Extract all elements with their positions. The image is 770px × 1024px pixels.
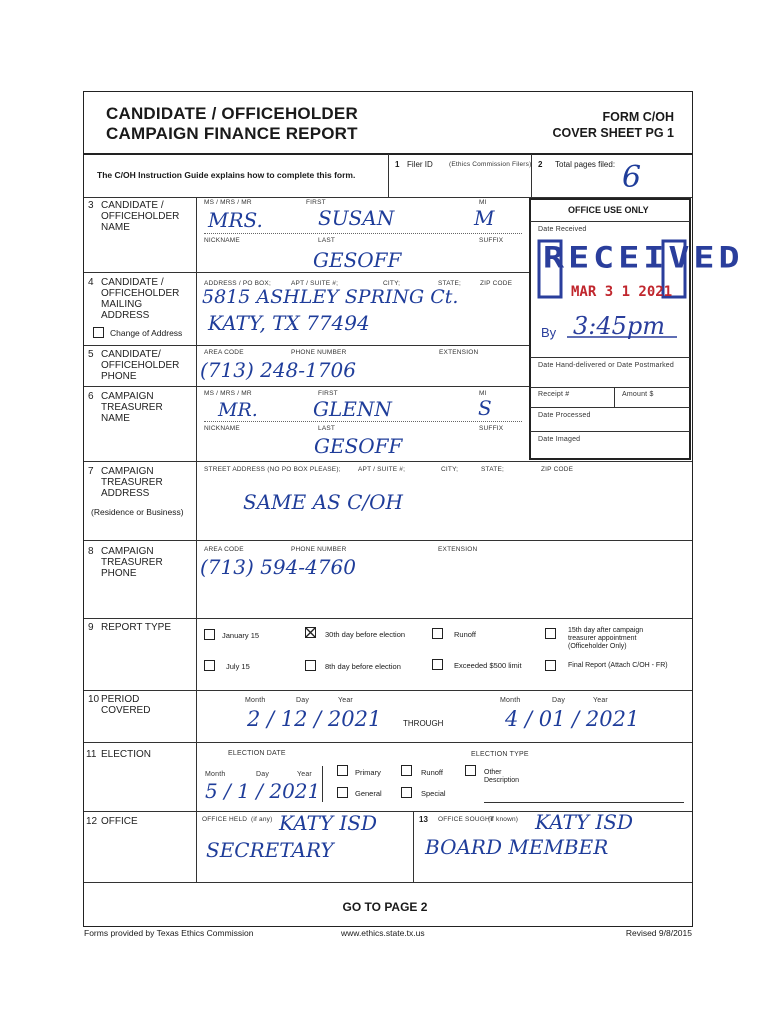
sec10-label-1: PERIOD bbox=[101, 694, 140, 705]
sec8-divider bbox=[196, 541, 197, 618]
form-title-line2: CAMPAIGN FINANCE REPORT bbox=[106, 124, 358, 143]
sec6-divider bbox=[196, 387, 197, 461]
sec10-col-day-2: Day bbox=[552, 697, 566, 704]
treasurer-last-name[interactable]: GESOFF bbox=[314, 434, 403, 458]
sec8-num: 8 bbox=[88, 546, 94, 557]
sec12-num: 12 bbox=[86, 816, 98, 827]
report-type-jan15-checkbox[interactable] bbox=[204, 629, 215, 640]
date-processed-label: Date Processed bbox=[538, 412, 591, 419]
report-type-final-checkbox[interactable] bbox=[545, 660, 556, 671]
sec4-num: 4 bbox=[88, 277, 94, 288]
sec4-col-state: STATE; bbox=[438, 280, 461, 287]
report-type-jan15-label: January 15 bbox=[222, 631, 260, 640]
sec8-col-ext: EXTENSION bbox=[438, 546, 478, 553]
form-id-line2: COVER SHEET PG 1 bbox=[552, 126, 674, 140]
through-label: THROUGH bbox=[403, 719, 444, 728]
office-held-line1[interactable]: KATY ISD bbox=[279, 811, 378, 835]
report-type-runoff-label: Runoff bbox=[454, 630, 476, 639]
sec10-divider bbox=[196, 691, 197, 742]
sec11-subdivider bbox=[322, 766, 323, 802]
report-type-runoff-checkbox[interactable] bbox=[432, 628, 443, 639]
sec6-col-prefix: MS / MRS / MR bbox=[204, 390, 252, 397]
filer-divider bbox=[388, 154, 389, 198]
election-type-label: ELECTION TYPE bbox=[471, 751, 529, 758]
sec5-col-phone: PHONE NUMBER bbox=[291, 349, 347, 356]
sec3-col-suffix: SUFFIX bbox=[479, 237, 504, 244]
total-pages-num: 2 bbox=[538, 160, 543, 169]
sec8-col-area: AREA CODE bbox=[204, 546, 244, 553]
treasurer-first-name[interactable]: GLENN bbox=[313, 397, 392, 421]
sec9-num: 9 bbox=[88, 622, 94, 633]
office-held-line2[interactable]: SECRETARY bbox=[206, 838, 334, 862]
sec4-label-4: ADDRESS bbox=[101, 310, 150, 321]
candidate-first-name[interactable]: SUSAN bbox=[318, 206, 395, 230]
report-type-july15-checkbox[interactable] bbox=[204, 660, 215, 671]
sec3-dotted-line bbox=[204, 233, 522, 234]
election-date-label: ELECTION DATE bbox=[228, 750, 286, 757]
sec11-col-month: Month bbox=[205, 771, 226, 778]
sec5-col-ext: EXTENSION bbox=[439, 349, 479, 356]
election-other-label: Other bbox=[484, 769, 502, 776]
report-type-exceeded-checkbox[interactable] bbox=[432, 659, 443, 670]
report-type-exceeded-label: Exceeded $500 limit bbox=[454, 661, 522, 670]
sec9-divider bbox=[196, 619, 197, 690]
other-description-line bbox=[484, 802, 684, 803]
treasurer-middle-initial[interactable]: S bbox=[478, 396, 492, 420]
filer-id-note: (Ethics Commission Filers) bbox=[449, 161, 532, 168]
row-divider bbox=[84, 272, 529, 273]
date-received-label: Date Received bbox=[538, 226, 587, 233]
sec3-col-first: FIRST bbox=[306, 199, 326, 206]
office-divider bbox=[614, 388, 615, 407]
report-type-15day-checkbox[interactable] bbox=[545, 628, 556, 639]
report-type-july15-label: July 15 bbox=[226, 662, 250, 671]
form-title-line1: CANDIDATE / OFFICEHOLDER bbox=[106, 104, 358, 123]
go-to-page-label: GO TO PAGE 2 bbox=[342, 900, 428, 914]
sec3-label-3: NAME bbox=[101, 222, 130, 233]
sec6-col-mi: MI bbox=[479, 390, 487, 397]
footer-url[interactable]: www.ethics.state.tx.us bbox=[341, 928, 425, 938]
treasurer-phone[interactable]: (713) 594-4760 bbox=[200, 555, 356, 579]
sec8-label-3: PHONE bbox=[101, 568, 137, 579]
sec6-label-2: TREASURER bbox=[101, 402, 163, 413]
sec11-label: ELECTION bbox=[101, 749, 152, 760]
sec4-divider bbox=[196, 273, 197, 345]
office-held-label: OFFICE HELD bbox=[202, 816, 248, 823]
office-sought-note: (if known) bbox=[488, 816, 519, 823]
election-primary-label: Primary bbox=[355, 768, 381, 777]
report-type-8day-checkbox[interactable] bbox=[305, 660, 316, 671]
sec12-label: OFFICE bbox=[101, 816, 138, 827]
sec9-label: REPORT TYPE bbox=[101, 622, 172, 633]
election-primary-checkbox[interactable] bbox=[337, 765, 348, 776]
sec7-note: (Residence or Business) bbox=[91, 507, 184, 517]
sec7-label-3: ADDRESS bbox=[101, 488, 150, 499]
office-divider bbox=[530, 221, 690, 222]
filer-id-num: 1 bbox=[395, 160, 400, 169]
sec7-label-2: TREASURER bbox=[101, 477, 163, 488]
stamp-by-label: By bbox=[541, 325, 557, 340]
sec10-col-year: Year bbox=[338, 697, 353, 704]
election-other-description-label: Description bbox=[484, 777, 520, 784]
sec10-num: 10 bbox=[88, 694, 100, 705]
election-runoff-checkbox[interactable] bbox=[401, 765, 412, 776]
sec5-divider bbox=[196, 346, 197, 386]
sec6-num: 6 bbox=[88, 391, 94, 402]
amount-label: Amount $ bbox=[622, 391, 654, 398]
office-divider bbox=[530, 407, 690, 408]
row-divider bbox=[84, 618, 692, 619]
date-imaged-label: Date Imaged bbox=[538, 436, 581, 443]
sec10-col-day: Day bbox=[296, 697, 310, 704]
stamp-word: RECEIVED bbox=[543, 241, 744, 275]
sec10-col-month-2: Month bbox=[500, 697, 521, 704]
election-special-checkbox[interactable] bbox=[401, 787, 412, 798]
office-use-title: OFFICE USE ONLY bbox=[568, 205, 649, 215]
election-date[interactable]: 5 / 1 / 2021 bbox=[205, 779, 321, 803]
row-divider bbox=[84, 742, 692, 743]
instructions-text: The C/OH Instruction Guide explains how to complete this form. bbox=[97, 170, 356, 180]
sec4-col-zip: ZIP CODE bbox=[480, 280, 513, 287]
filer-id-label: Filer ID bbox=[407, 160, 433, 169]
sec10-col-month: Month bbox=[245, 697, 266, 704]
change-address-label: Change of Address bbox=[110, 328, 183, 338]
form-id-line1: FORM C/OH bbox=[602, 110, 674, 124]
sec3-col-nickname: NICKNAME bbox=[204, 237, 240, 244]
total-pages-label: Total pages filed: bbox=[555, 160, 616, 169]
sec5-col-area: AREA CODE bbox=[204, 349, 244, 356]
candidate-middle-initial[interactable]: M bbox=[474, 206, 495, 230]
sec5-label-3: PHONE bbox=[101, 371, 137, 382]
sec11-divider bbox=[196, 743, 197, 811]
report-type-30day-label: 30th day before election bbox=[325, 630, 406, 639]
sec7-label-1: CAMPAIGN bbox=[101, 466, 154, 477]
row-divider bbox=[84, 540, 692, 541]
sec3-label-2: OFFICEHOLDER bbox=[101, 211, 180, 222]
sec6-label-3: NAME bbox=[101, 413, 130, 424]
sec3-col-prefix: MS / MRS / MR bbox=[204, 199, 252, 206]
candidate-phone[interactable]: (713) 248-1706 bbox=[200, 358, 356, 382]
office-divider bbox=[530, 431, 690, 432]
sec12-divider bbox=[196, 812, 197, 882]
election-runoff-label: Runoff bbox=[421, 768, 443, 777]
sec3-col-mi: MI bbox=[479, 199, 487, 206]
row-divider bbox=[84, 386, 529, 387]
sec3-col-last: LAST bbox=[318, 237, 336, 244]
sec5-label-2: OFFICEHOLDER bbox=[101, 360, 180, 371]
sec6-col-nickname: NICKNAME bbox=[204, 425, 240, 432]
sec3-label-1: CANDIDATE / bbox=[101, 200, 164, 211]
candidate-last-name[interactable]: GESOFF bbox=[313, 248, 402, 272]
sec4-label-2: OFFICEHOLDER bbox=[101, 288, 180, 299]
sec8-label-1: CAMPAIGN bbox=[101, 546, 154, 557]
period-from-date[interactable]: 2 / 12 / 2021 bbox=[247, 707, 382, 731]
sec4-col-apt: APT / SUITE #; bbox=[291, 280, 339, 287]
sec6-col-suffix: SUFFIX bbox=[479, 425, 504, 432]
total-pages-value[interactable]: 6 bbox=[622, 160, 642, 195]
candidate-address-line1[interactable]: 5815 ASHLEY SPRING Ct. bbox=[202, 286, 459, 308]
period-to-date[interactable]: 4 / 01 / 2021 bbox=[505, 707, 640, 731]
sec13-num: 13 bbox=[419, 815, 428, 824]
sec4-label-1: CANDIDATE / bbox=[101, 277, 164, 288]
stamp-date: MAR 3 1 2021 bbox=[571, 284, 673, 300]
sec7-col-street: STREET ADDRESS (NO PO BOX PLEASE); bbox=[204, 466, 341, 473]
row-divider bbox=[84, 690, 692, 691]
office-divider bbox=[530, 387, 690, 388]
receipt-label: Receipt # bbox=[538, 391, 570, 398]
sec6-col-first: FIRST bbox=[318, 390, 338, 397]
footer-provided-by: Forms provided by Texas Ethics Commission bbox=[84, 928, 254, 938]
footer-revised: Revised 9/8/2015 bbox=[625, 928, 692, 938]
sec7-divider bbox=[196, 462, 197, 540]
sec6-col-last: LAST bbox=[318, 425, 336, 432]
election-general-checkbox[interactable] bbox=[337, 787, 348, 798]
received-stamp bbox=[537, 239, 744, 349]
election-other-checkbox[interactable] bbox=[465, 765, 476, 776]
treasurer-prefix[interactable]: MR. bbox=[218, 399, 258, 421]
sec4-label-3: MAILING bbox=[101, 299, 143, 310]
row-divider bbox=[84, 882, 692, 883]
sec7-col-state: STATE; bbox=[481, 466, 504, 473]
treasurer-address[interactable]: SAME AS C/OH bbox=[243, 490, 403, 514]
sec6-dotted-line bbox=[204, 421, 522, 422]
office-held-note: (if any) bbox=[251, 816, 273, 823]
sec4-col-address: ADDRESS / PO BOX; bbox=[204, 280, 271, 287]
office-sought-label: OFFICE SOUGHT bbox=[438, 816, 495, 823]
row-divider bbox=[84, 345, 529, 346]
sec6-label-1: CAMPAIGN bbox=[101, 391, 154, 402]
sec8-col-phone: PHONE NUMBER bbox=[291, 546, 347, 553]
candidate-prefix[interactable]: MRS. bbox=[208, 208, 263, 232]
report-type-15day-label: 15th day after campaign bbox=[568, 627, 644, 634]
report-type-8day-label: 8th day before election bbox=[325, 662, 401, 671]
sec4-col-city: CITY; bbox=[383, 280, 401, 287]
candidate-address-line2[interactable]: KATY, TX 77494 bbox=[208, 311, 370, 335]
report-type-15day-label-2: treasurer appointment bbox=[568, 635, 637, 642]
sec10-col-year-2: Year bbox=[593, 697, 608, 704]
report-type-30day-checkbox[interactable] bbox=[305, 627, 316, 638]
sec11-col-year: Year bbox=[297, 771, 312, 778]
change-address-checkbox[interactable] bbox=[93, 327, 104, 338]
sec11-col-day: Day bbox=[256, 771, 270, 778]
report-type-15day-label-3: (Officeholder Only) bbox=[568, 643, 627, 650]
office-sought-line2[interactable]: BOARD MEMBER bbox=[425, 835, 609, 859]
office-divider bbox=[530, 357, 690, 358]
sec10-label-2: COVERED bbox=[101, 705, 151, 716]
sec8-label-2: TREASURER bbox=[101, 557, 163, 568]
report-type-final-label: Final Report (Attach C/OH - FR) bbox=[568, 662, 668, 669]
election-special-label: Special bbox=[421, 789, 446, 798]
hand-delivered-label: Date Hand-delivered or Date Postmarked bbox=[538, 362, 674, 369]
row-divider bbox=[84, 461, 692, 462]
stamp-time: 3:45pm bbox=[573, 312, 666, 340]
sec3-num: 3 bbox=[88, 200, 94, 211]
sec7-col-zip: ZIP CODE bbox=[541, 466, 574, 473]
office-sought-line1[interactable]: KATY ISD bbox=[535, 810, 634, 834]
election-general-label: General bbox=[355, 789, 382, 798]
sec5-label-1: CANDIDATE/ bbox=[101, 349, 161, 360]
sec7-col-city: CITY; bbox=[441, 466, 459, 473]
sec11-num: 11 bbox=[86, 749, 97, 760]
sec5-num: 5 bbox=[88, 349, 94, 360]
sec7-num: 7 bbox=[88, 466, 94, 477]
sec7-col-apt: APT / SUITE #; bbox=[358, 466, 406, 473]
sec13-divider bbox=[413, 812, 414, 882]
sec3-divider bbox=[196, 198, 197, 272]
